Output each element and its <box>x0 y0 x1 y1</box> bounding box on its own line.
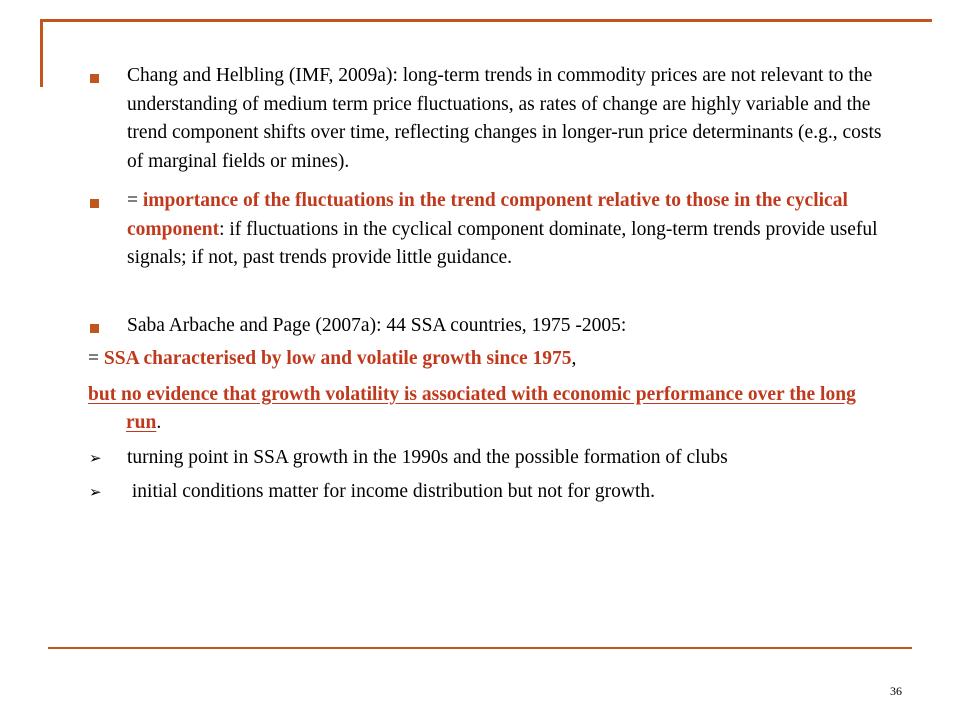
sub-bullet-initial-conditions <box>89 478 889 507</box>
sub-bullet-text: turning point in SSA growth in the 1990s and the possible formation of clubs <box>127 446 728 468</box>
top-rule <box>40 19 932 22</box>
bullet-rest: : if fluctuations in the cyclical component dominate, long-term trends provide useful signals; if not, past trends provide little guidance. <box>127 218 878 268</box>
finding-suffix: . <box>156 412 162 433</box>
finding-line-ssa-growth <box>88 345 889 374</box>
square-bullet-icon <box>90 199 99 208</box>
slide-number: 36 <box>890 684 902 698</box>
square-bullet-icon <box>90 74 99 83</box>
bullet-chang-helbling <box>89 62 889 176</box>
arrow-bullet-icon: ➢ <box>89 448 102 467</box>
bullet-prefix: = <box>127 190 143 211</box>
finding-line-volatility <box>88 381 889 438</box>
square-bullet-icon <box>90 324 99 333</box>
bullet-saba-arbache-page <box>89 312 889 341</box>
arrow-bullet-icon: ➢ <box>89 483 102 501</box>
bottom-rule <box>48 647 912 649</box>
sub-bullet-turning-point <box>89 444 889 473</box>
slide-content <box>89 62 889 507</box>
finding-highlight-volatility: but no evidence that growth volatility is associated with economic performance over the long run <box>88 383 856 433</box>
bullet-text: Chang and Helbling (IMF, 2009a): long-term trends in commodity prices are not relevant to the understanding of medium term price fluctuations, as rates of change are highly variable and the trend component shifts over time, reflecting changes in longer-run price determinants (e.g., costs of marginal fields or mines). <box>127 65 882 172</box>
bullet-highlight: importance of the fluctuations in the trend component relative to those in the cyclical component <box>127 190 848 240</box>
finding-highlight-ssa: SSA characterised by low and volatile growth since 1975 <box>103 348 572 369</box>
left-rule <box>40 19 43 87</box>
finding-suffix: , <box>571 348 577 369</box>
bullet-trend-importance <box>89 187 889 273</box>
bullet-text: Saba Arbache and Page (2007a): 44 SSA countries, 1975 -2005: <box>127 314 627 336</box>
finding-prefix: = <box>88 348 104 369</box>
sub-bullet-text: initial conditions matter for income distribution but not for growth. <box>127 481 656 502</box>
